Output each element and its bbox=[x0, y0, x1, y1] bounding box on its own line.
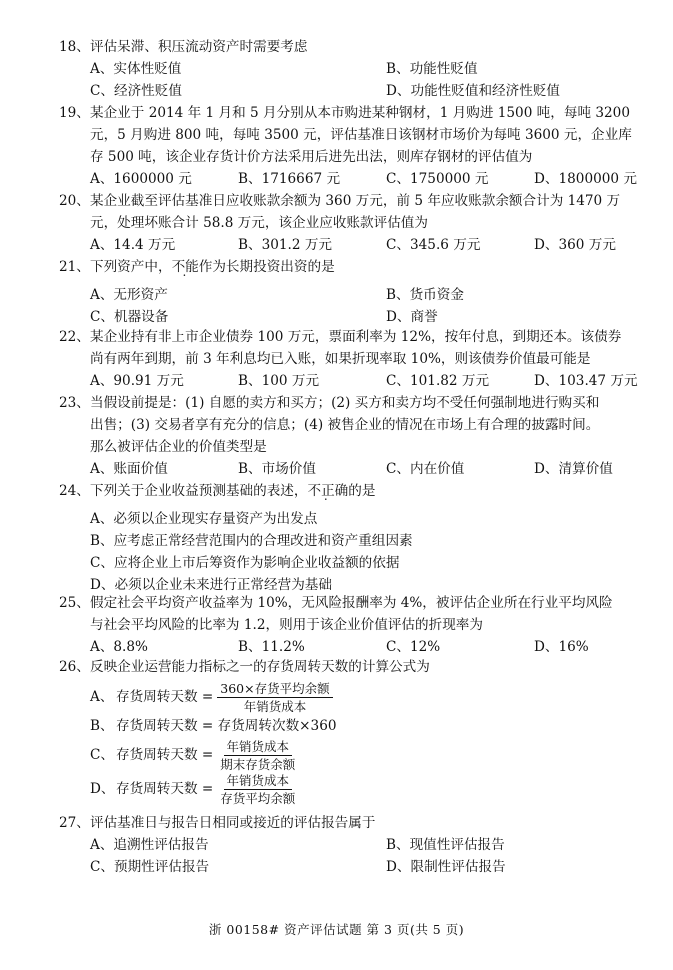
question-stem-end: 的是 bbox=[348, 483, 376, 499]
fraction bbox=[217, 773, 298, 806]
question-20 bbox=[59, 190, 652, 256]
question-stem-line2: 尚有两年到期，前 3 年利息均已入账，如果折现率取 10%，则该债券价值最可能是 bbox=[90, 351, 591, 367]
question-27 bbox=[59, 812, 652, 878]
option-d: D、1800000 元 bbox=[534, 171, 637, 187]
option-d: D、必须以企业未来进行正常经营为基础 bbox=[90, 577, 332, 593]
question-stem-line1: 当假设前提是：(1) 自愿的卖方和买方；(2) 买方和卖方均不受任何强制地进行购买和 bbox=[90, 395, 600, 411]
question-number: 19、 bbox=[59, 105, 90, 121]
option-a: A、无形资产 bbox=[90, 287, 168, 303]
option-label: C、 bbox=[90, 747, 114, 763]
question-stem-line2: 元，5 月购进 800 吨，每吨 3500 元，评估基准日该钢材市场价为每吨 3600 元，企业库 bbox=[90, 127, 632, 143]
option-b: B、功能性贬值 bbox=[386, 61, 478, 77]
option-c: C、经济性贬值 bbox=[90, 83, 182, 99]
option-a: A、8.8% bbox=[90, 639, 148, 655]
emphasis-text: 不能 bbox=[171, 259, 199, 275]
question-stem-line1: 某企业于 2014 年 1 月和 5 月分别从本市购进某种钢材，1 月购进 1500 吨，每吨 3200 bbox=[90, 105, 630, 121]
denominator: 存货平均余额 bbox=[220, 790, 296, 806]
question-18 bbox=[59, 36, 652, 102]
question-stem: 下列关于企业收益预测基础的表述， bbox=[90, 483, 308, 499]
option-c: C、345.6 万元 bbox=[386, 237, 481, 253]
question-number: 20、 bbox=[59, 193, 90, 209]
formula-lhs: 存货周转天数 = bbox=[116, 747, 214, 763]
question-stem-line1: 某企业持有非上市企业债券 100 万元，票面利率为 12%，按年付息，到期还本。该债券 bbox=[90, 329, 622, 345]
formula-option-b bbox=[90, 714, 652, 738]
option-b: B、现值性评估报告 bbox=[386, 837, 505, 853]
option-label: B、 bbox=[90, 718, 114, 734]
option-b: B、货币资金 bbox=[386, 287, 464, 303]
question-number: 23、 bbox=[59, 395, 90, 411]
question-stem-line3: 那么被评估企业的价值类型是 bbox=[90, 439, 267, 455]
numerator: 年销货成本 bbox=[224, 773, 293, 790]
option-c: C、101.82 万元 bbox=[386, 373, 490, 389]
numerator: 360×存货平均余额 bbox=[217, 681, 332, 698]
formula-option-c bbox=[90, 738, 652, 772]
option-a: A、追溯性评估报告 bbox=[90, 837, 209, 853]
question-number: 22、 bbox=[59, 329, 90, 345]
page-footer: 浙 00158# 资产评估试题 第 3 页(共 5 页) bbox=[208, 922, 465, 937]
question-26 bbox=[59, 656, 652, 806]
option-d: D、商誉 bbox=[386, 309, 438, 325]
option-d: D、限制性评估报告 bbox=[386, 859, 506, 875]
option-d: D、功能性贬值和经济性贬值 bbox=[386, 83, 561, 99]
option-label: D、 bbox=[90, 781, 115, 797]
option-b: B、11.2% bbox=[238, 639, 305, 655]
question-stem-line2: 元，处理坏账合计 58.8 万元，该企业应收账款评估值为 bbox=[90, 215, 428, 231]
option-b: B、应考虑正常经营范围内的合理改进和资产重组因素 bbox=[90, 533, 413, 549]
question-stem: 反映企业运营能力指标之一的存货周转天数的计算公式为 bbox=[90, 659, 430, 675]
emphasis-text: 不正确 bbox=[307, 483, 349, 499]
option-a: A、14.4 万元 bbox=[90, 237, 176, 253]
question-19 bbox=[59, 102, 652, 190]
option-b: B、市场价值 bbox=[238, 461, 316, 477]
question-22 bbox=[59, 326, 652, 392]
option-d: D、103.47 万元 bbox=[534, 373, 638, 389]
question-stem-end: 作为长期投资出资的是 bbox=[198, 259, 335, 275]
option-c: C、1750000 元 bbox=[386, 171, 489, 187]
question-25 bbox=[59, 592, 652, 658]
option-b: B、1716667 元 bbox=[238, 171, 341, 187]
question-24 bbox=[59, 480, 652, 596]
option-a: A、必须以企业现实存量资产为出发点 bbox=[90, 511, 318, 527]
option-c: C、机器设备 bbox=[90, 309, 169, 325]
question-21 bbox=[59, 256, 652, 328]
question-stem-line1: 假定社会平均资产收益率为 10%，无风险报酬率为 4%，被评估企业所在行业平均风险 bbox=[90, 595, 613, 611]
option-c: C、12% bbox=[386, 639, 441, 655]
question-stem-line2: 与社会平均风险的比率为 1.2，则用于该企业价值评估的折现率为 bbox=[90, 617, 483, 633]
option-a: A、90.91 万元 bbox=[90, 373, 184, 389]
question-number: 26、 bbox=[59, 659, 90, 675]
option-b: B、100 万元 bbox=[238, 373, 320, 389]
formula-option-d bbox=[90, 772, 652, 806]
option-c: C、应将企业上市后筹资作为影响企业收益额的依据 bbox=[90, 555, 400, 571]
option-d: D、16% bbox=[534, 639, 589, 655]
question-stem-line2: 出售；(3) 交易者享有充分的信息；(4) 被售企业的情况在市场上有合理的披露时间。 bbox=[90, 417, 600, 433]
formula-lhs: 存货周转天数 = bbox=[116, 781, 214, 797]
formula-lhs: 存货周转天数 = bbox=[116, 689, 214, 705]
question-stem-line3: 存 500 吨，该企业存货计价方法采用后进先出法，则库存钢材的评估值为 bbox=[90, 149, 533, 165]
option-b: B、301.2 万元 bbox=[238, 237, 333, 253]
fraction bbox=[217, 681, 332, 714]
fraction bbox=[217, 739, 298, 772]
question-stem: 评估基准日与报告日相同或接近的评估报告属于 bbox=[90, 815, 376, 831]
option-c: C、内在价值 bbox=[386, 461, 465, 477]
question-23 bbox=[59, 392, 652, 480]
denominator: 年销货成本 bbox=[243, 698, 307, 714]
question-stem-line1: 某企业截至评估基准日应收账款余额为 360 万元，前 5 年应收账款余额合计为 1470 万 bbox=[90, 193, 621, 209]
formula-option-a bbox=[90, 680, 652, 714]
option-a: A、1600000 元 bbox=[90, 171, 192, 187]
option-d: D、360 万元 bbox=[534, 237, 616, 253]
question-number: 18、 bbox=[59, 39, 90, 55]
denominator: 期末存货余额 bbox=[220, 756, 296, 772]
option-a: A、实体性贬值 bbox=[90, 61, 182, 77]
question-number: 24、 bbox=[59, 483, 90, 499]
numerator: 年销货成本 bbox=[224, 739, 293, 756]
formula-lhs: 存货周转天数 = 存货周转次数×360 bbox=[116, 718, 337, 734]
option-a: A、账面价值 bbox=[90, 461, 168, 477]
question-stem: 下列资产中， bbox=[90, 259, 172, 275]
option-c: C、预期性评估报告 bbox=[90, 859, 210, 875]
question-number: 21、 bbox=[59, 259, 90, 275]
option-d: D、清算价值 bbox=[534, 461, 613, 477]
question-stem: 评估呆滞、积压流动资产时需要考虑 bbox=[90, 39, 308, 55]
option-label: A、 bbox=[90, 689, 114, 705]
question-number: 25、 bbox=[59, 595, 90, 611]
question-number: 27、 bbox=[59, 815, 90, 831]
